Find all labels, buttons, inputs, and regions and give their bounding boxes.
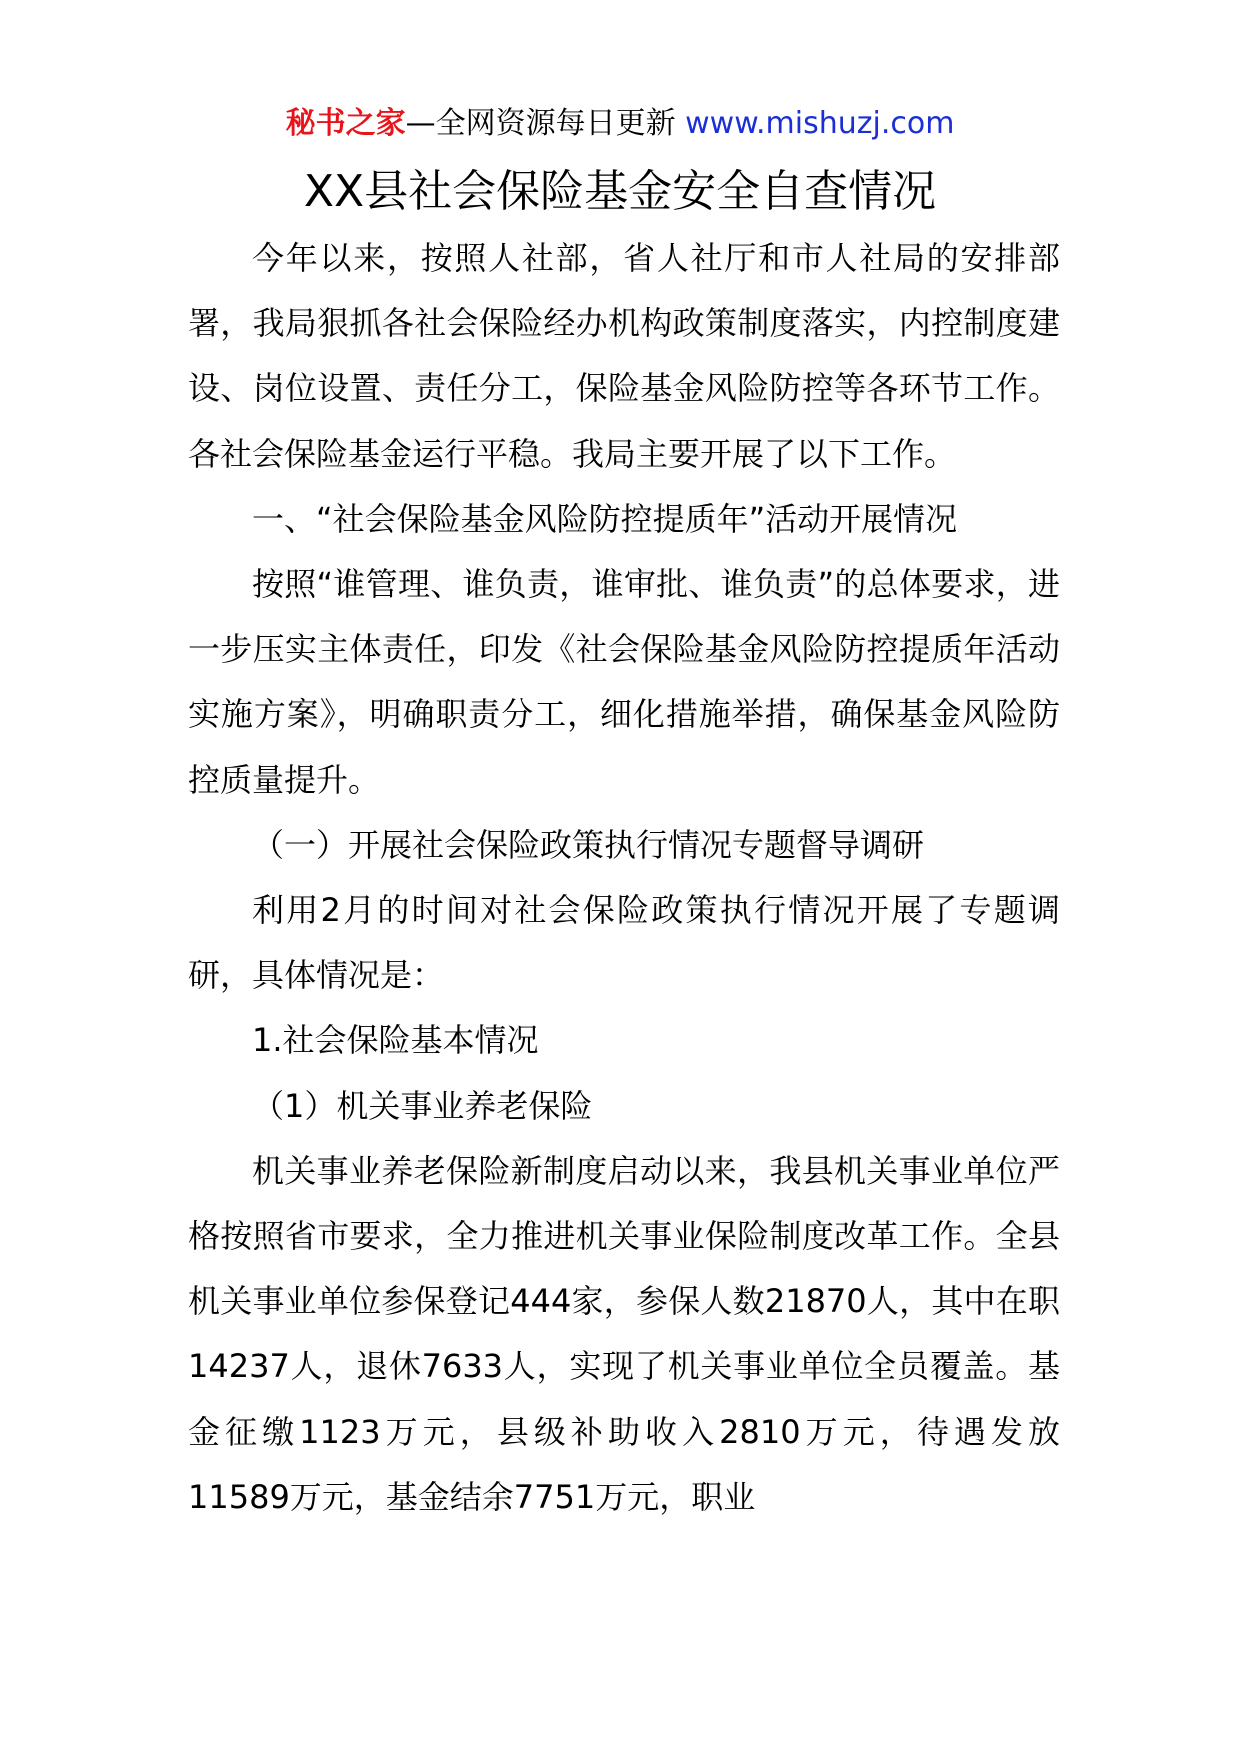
subsection-heading-1: （一）开展社会保险政策执行情况专题督导调研 <box>252 825 925 864</box>
brand-name: 秘书之家 <box>285 106 406 141</box>
intro-paragraph: 今年以来，按照人社部，省人社厅和市人社局的安排部署，我局狠抓各社会保险经办机构政策制度落实，内控制度建设、岗位设置、责任分工，保险基金风险防控等各环节工作。各社会保险基金运行平稳。我局主要开展了以下工作。 <box>188 239 1060 473</box>
header-tagline: —全网资源每日更新 <box>405 106 676 141</box>
subitem-heading-1: （1）机关事业养老保险 <box>252 1086 593 1125</box>
website-link[interactable]: www.mishuzj.com <box>685 106 955 141</box>
section-heading-1: 一、“社会保险基金风险防控提质年”活动开展情况 <box>252 499 958 538</box>
document-body <box>188 226 1060 1530</box>
page-header <box>0 102 1240 146</box>
item-heading-1: 1.社会保险基本情况 <box>252 1021 539 1060</box>
subsection-1-paragraph: 利用2月的时间对社会保险政策执行情况开展了专题调研，具体情况是： <box>188 891 1060 995</box>
section-1-paragraph: 按照“谁管理、谁负责，谁审批、谁负责”的总体要求，进一步压实主体责任，印发《社会保险基金风险防控提质年活动实施方案》，明确职责分工，细化措施举措，确保基金风险防控质量提升。 <box>188 565 1060 799</box>
subitem-1-paragraph: 机关事业养老保险新制度启动以来，我县机关事业单位严格按照省市要求，全力推进机关事业保险制度改革工作。全县机关事业单位参保登记444家，参保人数21870人，其中在职14237人，退休7633人，实现了机关事业单位全员覆盖。基金征缴1123万元，县级补助收入2810万元，待遇发放11589万元，基金结余7751万元，职业 <box>188 1151 1060 1516</box>
document-title: XX县社会保险基金安全自查情况 <box>303 166 937 217</box>
